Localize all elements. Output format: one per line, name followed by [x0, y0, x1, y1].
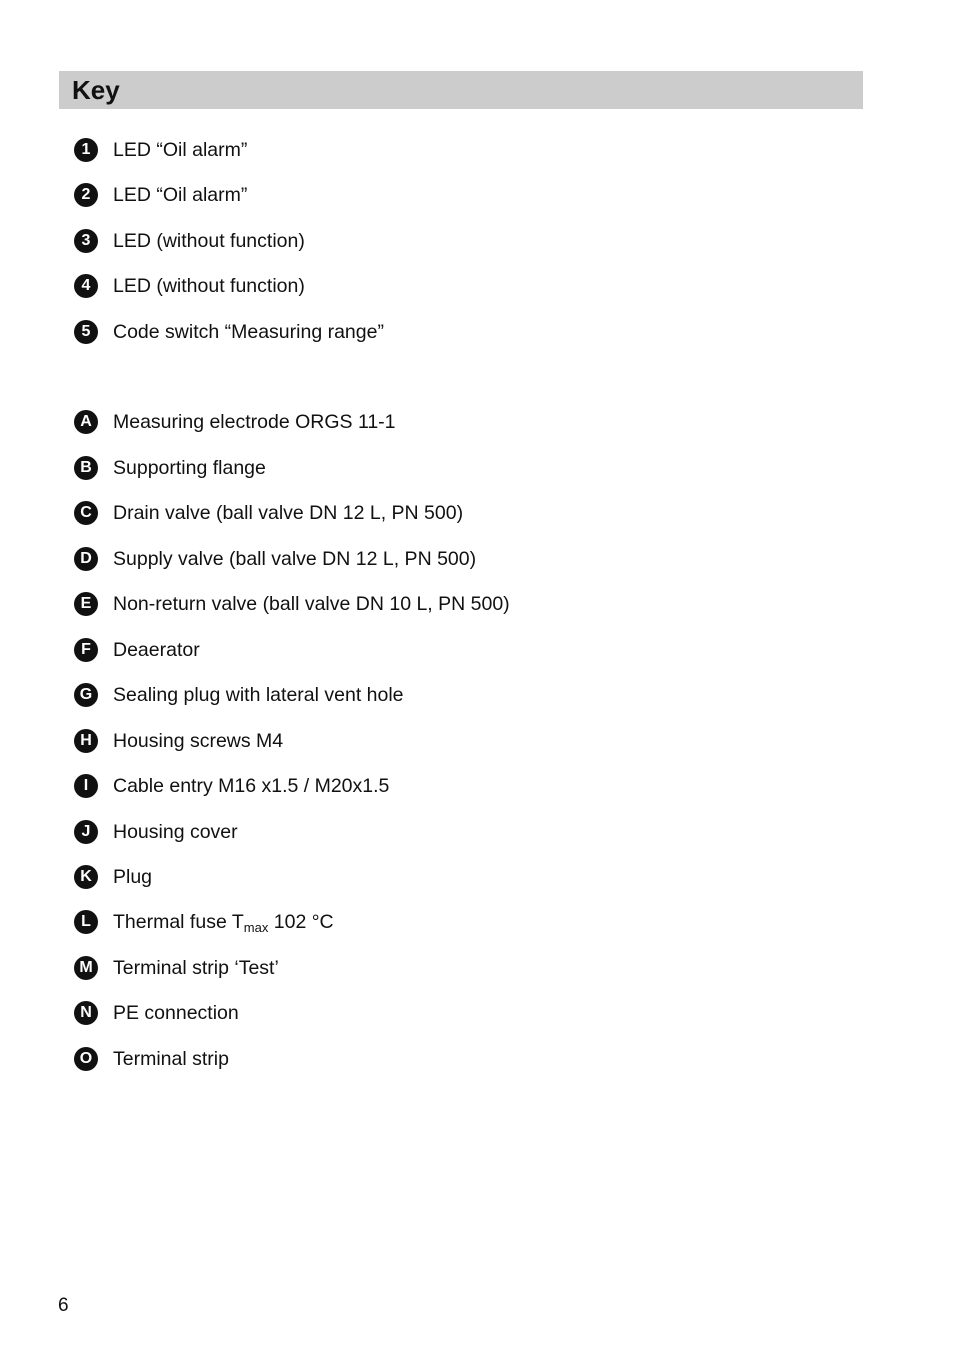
key-item-o [74, 1046, 229, 1072]
letter-e-badge-icon: E [74, 592, 98, 616]
page-number: 6 [58, 1295, 69, 1316]
key-item-label: Deaerator [113, 639, 200, 661]
key-item-label: Terminal strip [113, 1048, 229, 1070]
label-text: Thermal fuse T [113, 911, 244, 933]
key-item-label: Sealing plug with lateral vent hole [113, 684, 404, 706]
key-item-g [74, 682, 404, 708]
key-item-label: Housing screws M4 [113, 730, 284, 752]
key-item-label: LED “Oil alarm” [113, 139, 248, 161]
key-item-2 [74, 182, 247, 208]
key-item-label: Terminal strip ‘Test’ [113, 957, 279, 979]
key-item-c [74, 500, 463, 526]
letter-i-badge-icon: I [74, 774, 98, 798]
number-3-badge-icon: 3 [74, 229, 98, 253]
key-item-label: LED (without function) [113, 230, 305, 252]
key-item-label: LED “Oil alarm” [113, 184, 248, 206]
number-1-badge-icon: 1 [74, 138, 98, 162]
key-item-label: Code switch “Measuring range” [113, 321, 384, 343]
number-2-badge-icon: 2 [74, 183, 98, 207]
letter-m-badge-icon: M [74, 956, 98, 980]
key-item-3 [74, 228, 305, 254]
key-item-e [74, 591, 510, 617]
letter-b-badge-icon: B [74, 456, 98, 480]
letter-j-badge-icon: J [74, 820, 98, 844]
key-item-l [74, 909, 334, 935]
key-item-f [74, 637, 200, 663]
label-subscript: max [243, 920, 269, 935]
key-heading-bar [59, 71, 863, 109]
key-item-label: Measuring electrode ORGS 11-1 [113, 411, 396, 433]
label-text: 102 °C [268, 911, 334, 933]
key-item-b [74, 455, 266, 481]
letter-h-badge-icon: H [74, 729, 98, 753]
key-item-label: Housing cover [113, 821, 238, 843]
letter-n-badge-icon: N [74, 1001, 98, 1025]
key-item-a [74, 409, 396, 435]
key-item-5 [74, 319, 384, 345]
key-item-label: Plug [113, 866, 153, 888]
key-item-label [113, 909, 334, 935]
key-item-m [74, 955, 279, 981]
key-item-d [74, 546, 476, 572]
page-title: Key [72, 75, 120, 105]
key-item-n [74, 1000, 239, 1026]
key-item-4 [74, 273, 305, 299]
key-item-label: Cable entry M16 x1.5 / M20x1.5 [113, 775, 390, 797]
key-item-label: Non-return valve (ball valve DN 10 L, PN 500) [113, 593, 510, 615]
key-item-k [74, 864, 152, 890]
letter-l-badge-icon: L [74, 910, 98, 934]
key-item-label: Supporting flange [113, 457, 266, 479]
key-item-label: Supply valve (ball valve DN 12 L, PN 500) [113, 548, 477, 570]
letter-d-badge-icon: D [74, 547, 98, 571]
letter-g-badge-icon: G [74, 683, 98, 707]
number-5-badge-icon: 5 [74, 320, 98, 344]
key-item-label: Drain valve (ball valve DN 12 L, PN 500) [113, 502, 464, 524]
letter-f-badge-icon: F [74, 638, 98, 662]
key-item-j [74, 819, 238, 845]
letter-c-badge-icon: C [74, 501, 98, 525]
key-item-label: LED (without function) [113, 275, 305, 297]
key-item-1 [74, 137, 247, 163]
number-4-badge-icon: 4 [74, 274, 98, 298]
letter-a-badge-icon: A [74, 410, 98, 434]
key-item-label: PE connection [113, 1002, 239, 1024]
letter-o-badge-icon: O [74, 1047, 98, 1071]
letter-k-badge-icon: K [74, 865, 98, 889]
key-item-h [74, 728, 283, 754]
key-item-i [74, 773, 389, 799]
